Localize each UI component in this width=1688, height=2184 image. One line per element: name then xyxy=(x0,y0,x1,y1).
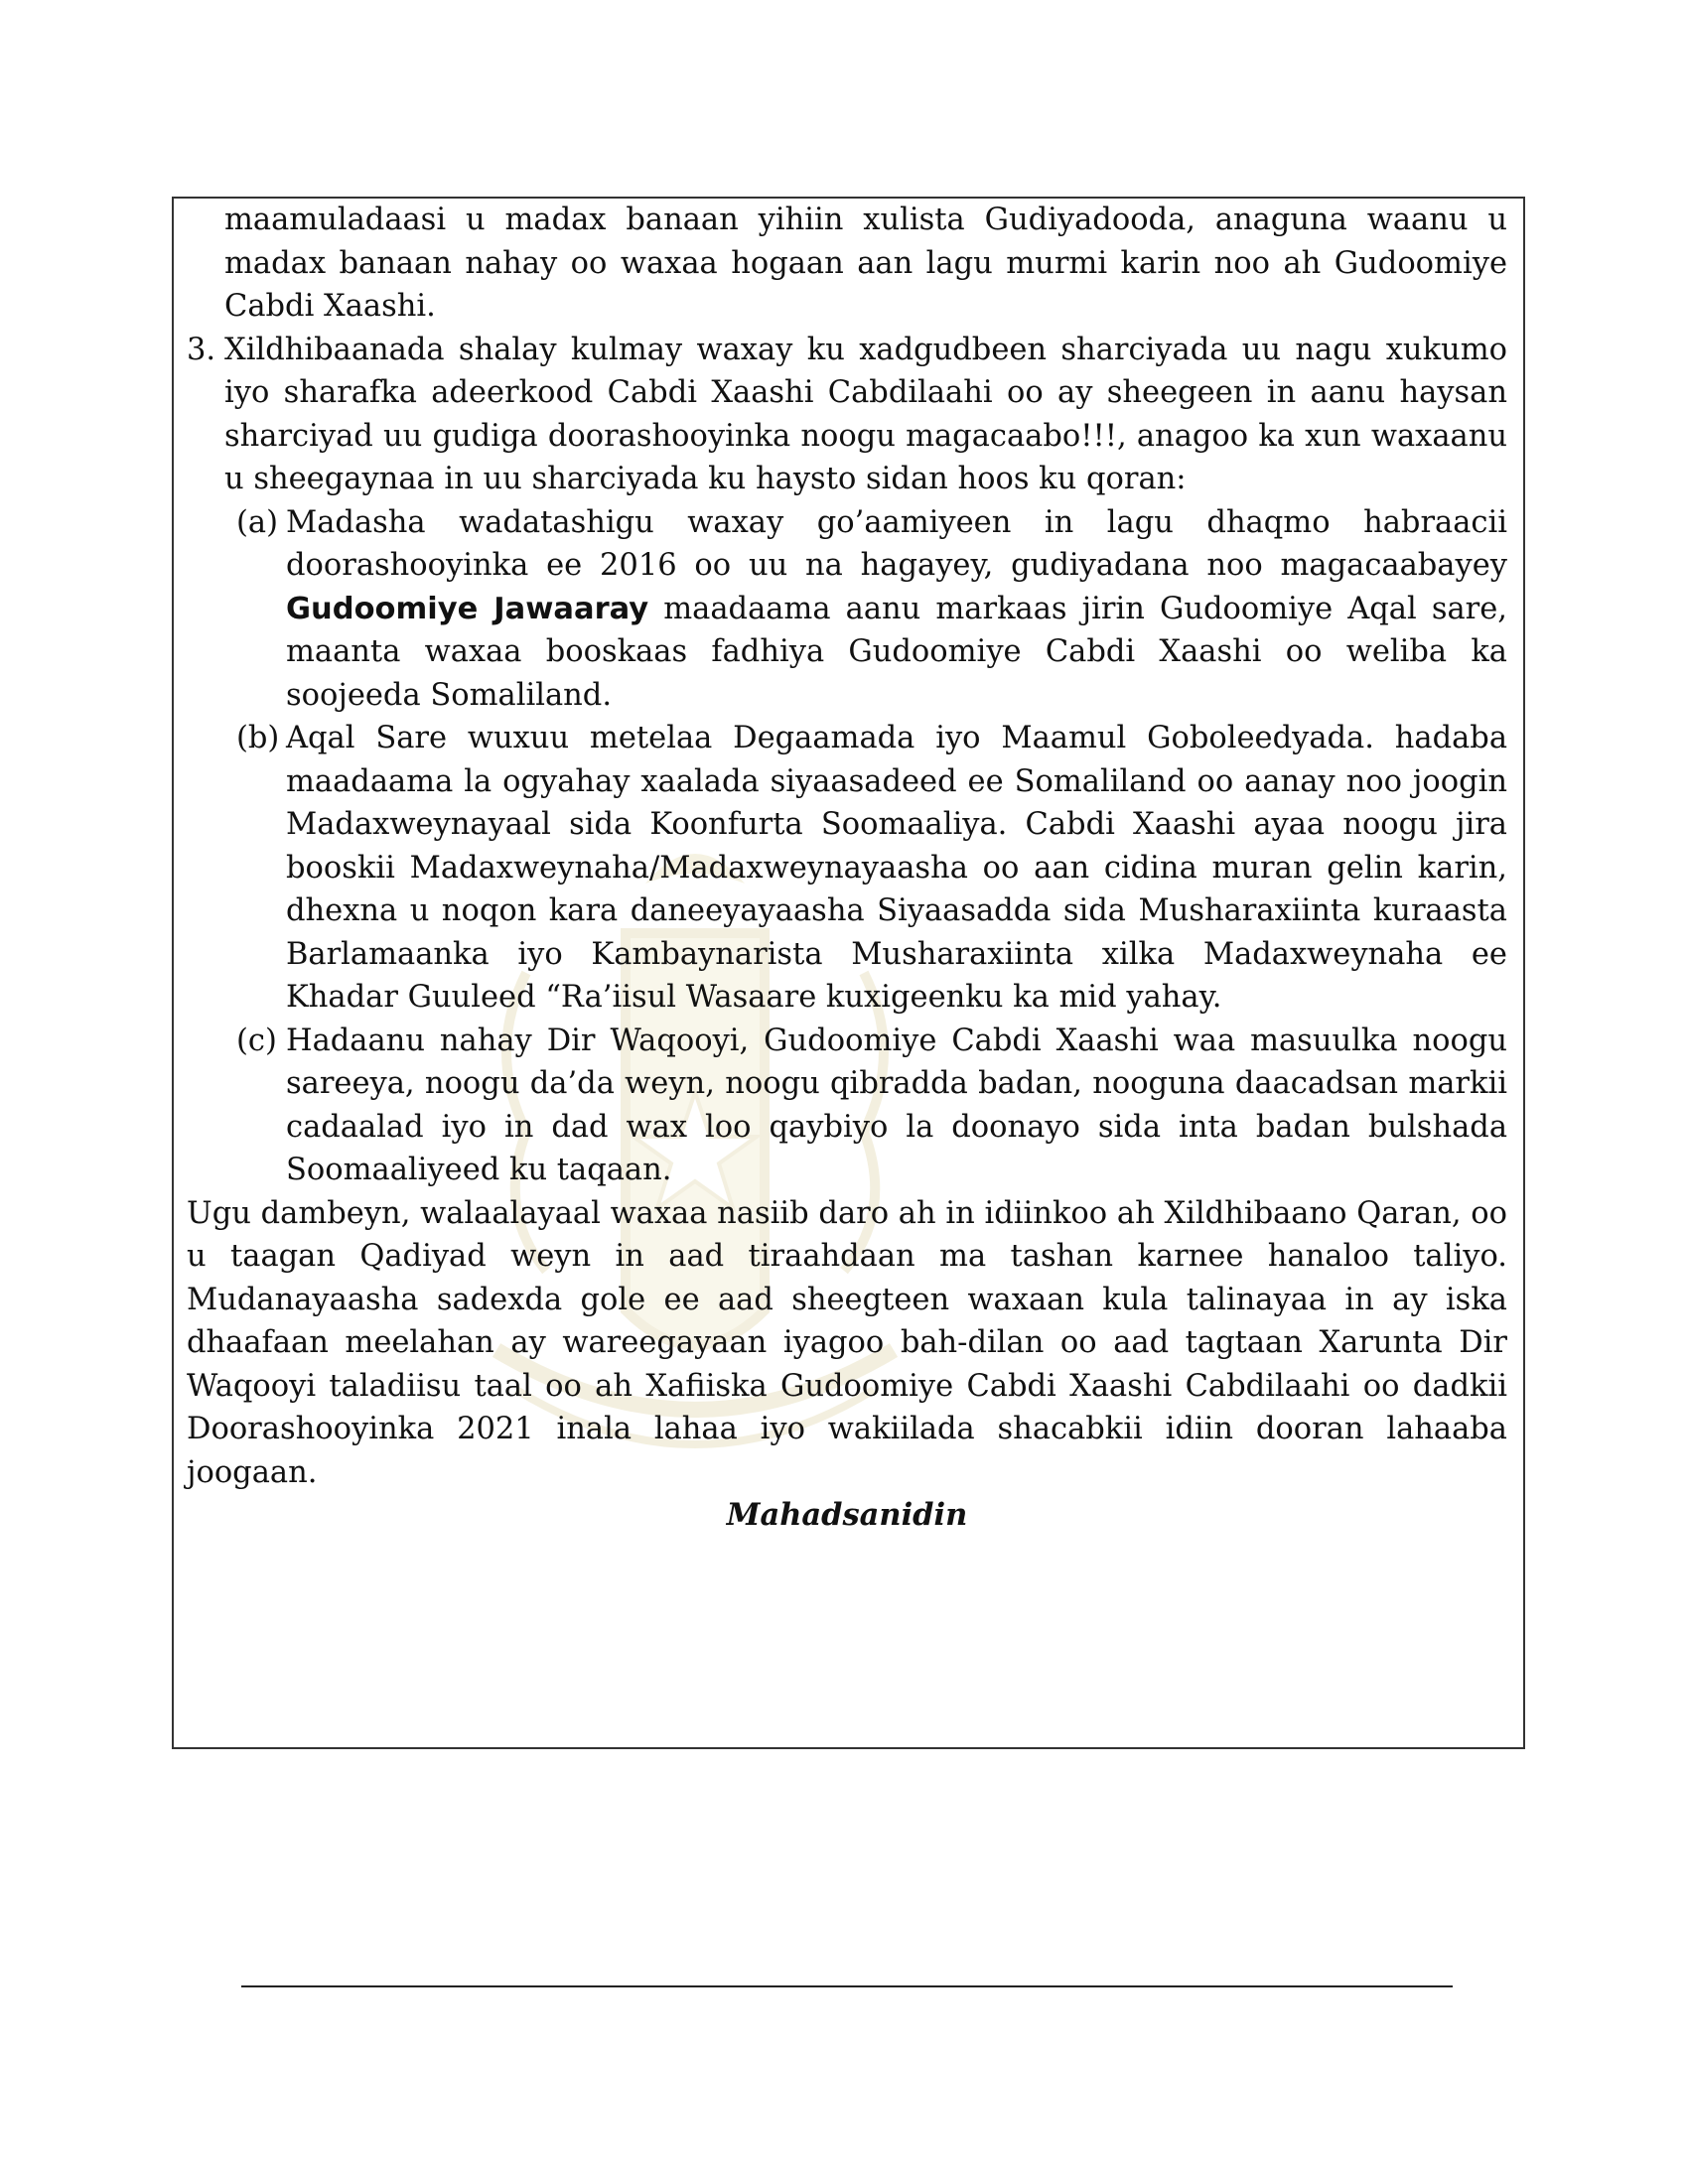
sub-item-b-text: Aqal Sare wuxuu metelaa Degaamada iyo Maamul Goboleedyada. hadaba maadaama la ogyahay xaalada siyaasadeed ee Somaliland oo aanay noo joogin Madaxweynayaal sida Koonfurta Soomaaliya. Cabdi Xaashi ayaa noogu jira booskii Madaxweynaha/Madaxweynayaasha oo aan cidina muran gelin karin, dhexna u noqon kara daneeyayaasha Siyaasadda sida Musharaxiinta kuraasta Barlamaanka iyo Kambaynarista Musharaxiinta xilka Madaxweynaha ee Khadar Guuleed “Ra’iisul Wasaare kuxigeenku ka mid yahay. xyxy=(286,721,1507,1015)
list-item-text: Xildhibaanada shalay kulmay waxay ku xadgudbeen sharciyada uu nagu xukumo iyo sharafka adeerkood Cabdi Xaashi Cabdilaahi oo ay sheegeen in aanu haysan sharciyad uu gudiga doorashooyinka noogu magacaabo!!!, anagoo ka xun waxaanu u sheegaynaa in uu sharciyada ku haysto sidan hoos ku qoran: xyxy=(224,332,1507,496)
sub-marker-c: (c) xyxy=(236,1023,277,1058)
list-marker: 3. xyxy=(187,332,216,367)
document-body xyxy=(187,199,1507,1538)
signoff: Mahadsanidin xyxy=(726,1497,968,1533)
sub-item-a-text-after: maadaama aanu markaas jirin Gudoomiye Aqal sare, maanta waxaa booskaas fadhiya Gudoomiye Cabdi Xaashi oo weliba ka soojeeda Somaliland. xyxy=(286,591,1508,713)
footer-rule xyxy=(241,1985,1453,1987)
sub-item-c-text: Hadaanu nahay Dir Waqooyi, Gudoomiye Cabdi Xaashi waa masuulka noogu sareeya, noogu da’da weyn, noogu qibradda badan, nooguna daacadsan markii cadaalad iyo in dad wax loo qaybiyo la doonayo sida inta badan bulshada Soomaaliyeed ku taqaan. xyxy=(286,1023,1507,1187)
sub-item-a-bold: Gudoomiye Jawaaray xyxy=(286,591,649,626)
sub-item-b xyxy=(187,717,1507,1020)
sub-item-a xyxy=(187,501,1507,718)
list-item-3 xyxy=(187,329,1507,501)
sub-marker-b: (b) xyxy=(236,721,280,755)
sub-marker-a: (a) xyxy=(236,504,278,540)
intro-continuation: maamuladaasi u madax banaan yihiin xulista Gudiyadooda, anaguna waanu u madax banaan nahay oo waxaa hogaan aan lagu murmi karin noo ah Gudoomiye Cabdi Xaashi. xyxy=(224,203,1507,324)
sub-item-c xyxy=(187,1020,1507,1192)
closing-paragraph: Ugu dambeyn, walaalayaal waxaa nasiib daro ah in idiinkoo ah Xildhibaano Qaran, oo u taagan Qadiyad weyn in aad tiraahdaan ma tashan karnee hanaloo taliyo. Mudanayaasha sadexda gole ee aad sheegteen waxaan kula talinayaa in ay iska dhaafaan meelahan ay wareegayaan iyagoo bah-dilan oo aad tagtaan Xarunta Dir Waqooyi taladiisu taal oo ah Xafiiska Gudoomiye Cabdi Xaashi Cabdilaahi oo dadkii Doorashooyinka 2021 inala lahaa iyo wakiilada shacabkii idiin dooran lahaaba joogaan. xyxy=(187,1195,1507,1490)
sub-item-a-text-before: Madasha wadatashigu waxay go’aamiyeen in lagu dhaqmo habraacii doorashooyinka ee 2016 oo uu na hagayey, gudiyadana noo magacaabayey xyxy=(286,504,1507,583)
